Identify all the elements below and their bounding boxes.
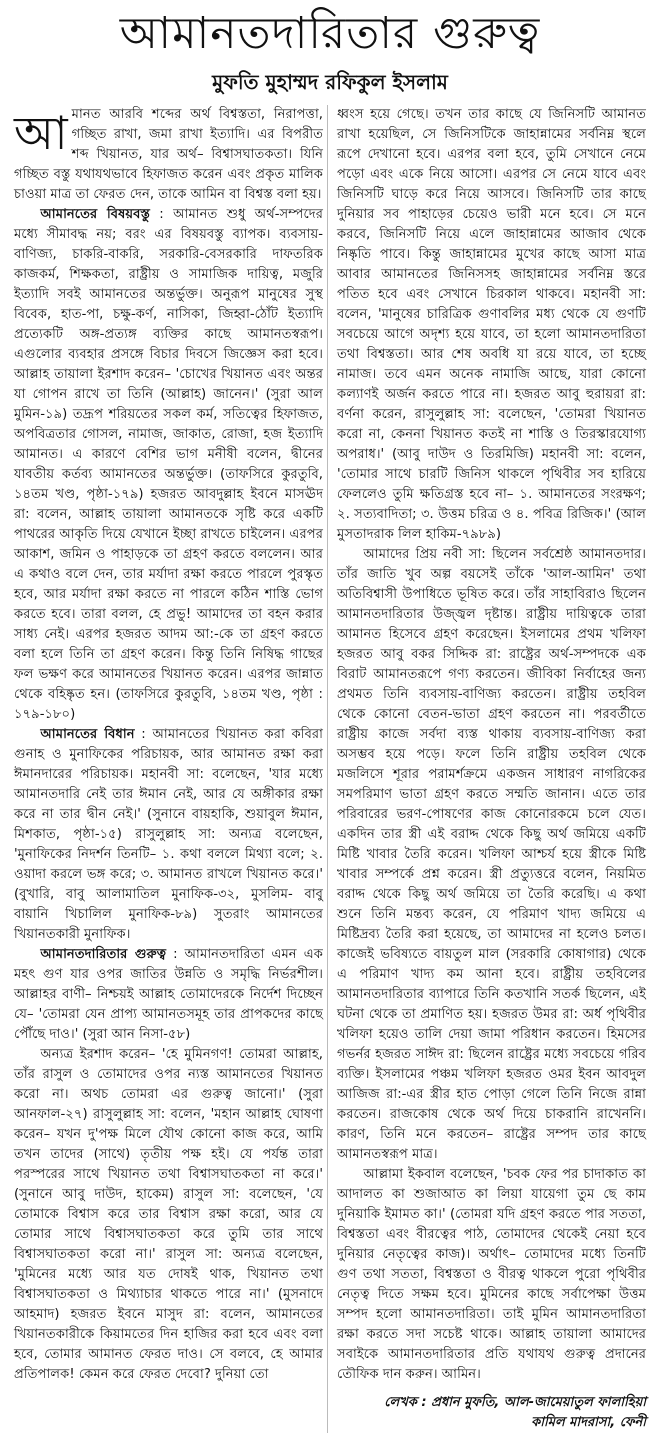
paragraph: আমাদের প্রিয় নবী সা: ছিলেন সর্বশ্রেষ্ঠ আমানতদার। তাঁর জাতি খুব অল্প বয়সেই তাঁকে 'আল-আমিন' তথা অতিবিশ্বাসী উপাধিতে ভূষিত করে। তাঁর সাহাবিরাও ছিলেন আমানতদারিতার উজ্জ্বল দৃষ্টান্ত। রাষ্ট্রীয় দায়িত্বকে তারা আমানত হিসেবে গ্রহণ করেছেন। ইসলামের প্রথম খলিফা হজরত আবু বকর সিদ্দিক রা: রাষ্ট্রের অর্থ-সম্পদকে এক বিরাট আমানতরূপে গণ্য করতেন। জীবিকা নির্বাহের জন্য প্রথমত তিনি ব্যবসায়-বাণিজ্য করতেন। রাষ্ট্রীয় তহবিল থেকে কোনো বেতন-ভাতা গ্রহণ করতেন না। পরবর্তীতে রাষ্ট্রীয় কাজে সর্বদা ব্যস্ত থাকায় ব্যবসায়-বাণিজ্য করা অসম্ভব হয়ে পড়ে। ফলে তিনি রাষ্ট্রীয় তহবিল থেকে মজলিসে শূরার পরামর্শক্রমে একজন সাধারণ নাগরিকের সমপরিমাণ ভাতা গ্রহণ করতে সম্মতি জানান। এতে তার পরিবারের ভরণ-পোষণের কাজ কোনোরকমে চলে যেত। একদিন তার স্ত্রী এই বরাদ্দ থেকে কিছু অর্থ জমিয়ে একটি মিষ্টি খাবার তৈরি করেন। খলিফা আশ্চর্য হয়ে স্ত্রীকে মিষ্টি খাবার সম্পর্কে প্রশ্ন করেন। স্ত্রী প্রত্যুত্তরে বলেন, নিয়মিত বরাদ্দ থেকে কিছু অর্থ জমিয়ে তা তৈরি করেছি। এ কথা শুনে তিনি মন্তব্য করেন, যে পরিমাণ খাদ্য জমিয়ে এ মিষ্টিদ্রব্য তৈরি করা হয়েছে, তা আমাদের না হলেও চলত। কাজেই ভবিষ্যতে বায়তুল মাল (সরকারি কোষাগার) থেকে এ পরিমাণ খাদ্য কম আনা হবে। রাষ্ট্রীয় তহবিলের আমানতদারিতার ব্যাপারে তিনি কতখানি সতর্ক ছিলেন, এই ঘটনা থেকে তা প্রমাণিত হয়। হজরত উমর রা: অর্ধ পৃথিবীর খলিফা হয়েও তালি দেয়া জামা পরিধান করতেন। হিমসের গভর্নর হজরত সাঈদ রা: ছিলেন রাষ্ট্রের মধ্যে সবচেয়ে গরিব ব্যক্তি। ইসলামের পঞ্চম খলিফা হজরত ওমর ইবন আবদুল আজিজ রা:-এর স্ত্রীর হাত পোড়া গেলে তিনি নিজে রান্না করতেন। রাজকোষ থেকে অর্থ দিয়ে চাকরানি রাখেননি। কারণ, তিনি মনে করতেন– রাষ্ট্রের সম্পদ তার কাছে আমানতস্বরূপ মাত্র।	[337, 547, 646, 1163]
author-byline	[337, 1393, 646, 1433]
drop-cap: আ	[14, 106, 68, 161]
paragraph-text: : আমানত শুধু অর্থ-সম্পদের মধ্যে সীমাবদ্ধ নয়; বরং এর বিষয়বস্তু ব্যাপক। ব্যবসায়-বাণিজ্য, চাকরি-বাকরি, সরকারি-বেসরকারি দাফতরিক কাজকর্ম, শিক্ষকতা, রাষ্ট্রীয় ও সামাজিক দায়িত্ব, মজুরি ইত্যাদি সবই আমানতের অন্তর্ভুক্ত। অনুরূপ মানুষের সুস্থ বিবেক, হাত-পা, চক্ষু-কর্ণ, নাসিকা, জিহ্বা-ঠোঁট ইত্যাদি প্রত্যেকটি অঙ্গ-প্রত্যঙ্গ ব্যক্তির কাছে আমানতস্বরূপ। এগুলোর ব্যবহার প্রসঙ্গে বিচার দিবসে জিজ্ঞেস করা হবে। আল্লাহ তায়ালা ইরশাদ করেন– 'চোখের খিয়ানত এবং অন্তর যা গোপন রাখে তা তিনি (আল্লাহ) জানেন।' (সুরা আল মুমিন-১৯) তদ্রূপ শরিয়তের সকল কর্ম, সতিত্বের হিফাজত, অপবিত্রতার গোসল, নামাজ, জাকাত, রোজা, হজ ইত্যাদি আমানত। এ কারণে বেশির ভাগ মনীষী বলেন, দ্বীনের যাবতীয় কর্তব্য আমানতের অন্তর্ভুক্ত। (তাফসিরে কুরতুবি, ১৪তম খণ্ড, পৃষ্ঠা-১৭৯) হজরত আবদুল্লাহ ইবনে মাসঊদ রা: বলেন, আল্লাহ তায়ালা আমানতকে সৃষ্টি করে একটি পাথরের আকৃতি দিয়ে যেখানে ইচ্ছা রাখতে চাইলেন। এরপর আকাশ, জমিন ও পাহাড়কে তা গ্রহণ করতে বললেন। আর এ কথাও বলে দেন, তার মর্যাদা রক্ষা করতে পারলে পুরস্কৃত হবে, আর মর্যাদা রক্ষা করতে না পারলে কঠিন শাস্তি ভোগ করতে হবে। তারা বলল, হে প্রভু! আমাদের তা বহন করার সাধ্য নেই। এরপর হজরত আদম আ:-কে তা গ্রহণ করতে বলা হলে তিনি তা গ্রহণ করেন। কিন্তু তিনি নিষিদ্ধ গাছের ফল ভক্ষণ করে আমানতের খিয়ানত করেন। এরপর জান্নাত থেকে বহিষ্কৃত হন। (তাফসিরে কুরতুবি, ১৪তম খণ্ড, পৃষ্ঠা : ১৭৯-১৮০)	[14, 207, 323, 723]
paragraph-text: : আমানতদারিতা এমন এক মহৎ গুণ যার ওপর জাতির উন্নতি ও সমৃদ্ধি নির্ভরশীল। আল্লাহর বাণী– নিশ্চয়ই আল্লাহ তোমাদেরকে নির্দেশ দিচ্ছেন যে– 'তোমরা যেন প্রাপ্য আমানতসমূহ তার প্রাপকদের কাছে পৌঁছে দাও।' (সুরা আন নিসা-৫৮)	[14, 947, 323, 1043]
article-title: আমানতদারিতার গুরুত্ব	[119, 8, 541, 59]
section-subject-matter	[14, 205, 323, 725]
paragraph: আল্লামা ইকবাল বলেছেন, 'চবক ফের পর চাদাকাত কা আদালত কা শুজাআত কা লিয়া যায়েগা তুম ছে কাম দুনিয়াকি ইমামত কা।' (তোমরা যদি গ্রহণ করতে পার সততা, বিশ্বস্ততা এবং বীরত্বের পাঠ, তোমাদের থেকেই নেয়া হবে দুনিয়ার নেতৃত্বের কাজ)। অর্থাৎ– তোমাদের মধ্যে তিনটি গুণ তথা সততা, বিশ্বস্ততা ও বীরত্ব থাকলে পুরো পৃথিবীর নেতৃত্ব দিতে সক্ষম হবে। মুমিনের কাছে সর্বাপেক্ষা উত্তম সম্পদ হলো আমানতদারিতা। তাই মুমিন আমানতদারিতা রক্ষা করতে সদা সচেষ্ট থাকে। আল্লাহ তায়ালা আমাদের সবাইকে আমানতদারিতার প্রতি যথাযথ গুরুত্ব প্রদানের তৌফিক দান করুন। আমিন।	[337, 1167, 646, 1383]
left-column	[14, 105, 323, 1385]
byline-line1: প্রধান মুফতি, আল-জামেয়াতুল ফালাহিয়া	[431, 1395, 646, 1411]
right-column	[327, 105, 646, 1433]
section-rules	[14, 725, 323, 945]
article-author: মুফতি মুহাম্মদ রফিকুল ইসলাম	[212, 70, 448, 95]
section-importance	[14, 945, 323, 1045]
section-heading: আমানতের বিষয়বস্তু	[40, 207, 150, 223]
byline-line2: কামিল মাদরাসা, ফেনী	[531, 1415, 646, 1431]
paragraph-text: : আমানতের খিয়ানত করা কবিরা গুনাহ ও মুনাফিকের পরিচায়ক, আর আমানত রক্ষা করা ঈমানদারের পরিচায়ক। মহানবী সা: বলেছেন, 'যার মধ্যে আমানতদারি নেই তার ঈমান নেই, আর যে অঙ্গীকার রক্ষা করে না তার দ্বীন নেই।' (সুনানে বায়হাকি, শুয়াবুল ঈমান, মিশকাত, পৃষ্ঠা-১৫) রাসুলুল্লাহ সা: অন্যত্র বলেছেন, 'মুনাফিকের নিদর্শন তিনটি– ১. কথা বললে মিথ্যা বলে; ২. ওয়াদা করলে ভঙ্গ করে; ৩. আমানত রাখলে খিয়ানত করে।' (বুখারি, বাবু আলামাতিল মুনাফিক-৩২, মুসলিম- বাবু বায়ানি খিচালিল মুনাফিক-৮৯) সুতরাং আমানতের খিয়ানতকারী মুনাফিক।	[14, 727, 323, 943]
article-columns	[0, 105, 660, 1433]
byline-label: লেখক :	[384, 1395, 427, 1411]
intro-paragraph	[14, 105, 323, 205]
paragraph: ধ্বংস হয়ে গেছে। তখন তার কাছে যে জিনিসটি আমানত রাখা হয়েছিল, সে জিনিসটিকে জাহান্নামের সর্বনিম্ন স্থলে রূপে দেখানো হবে। এরপর বলা হবে, তুমি সেখানে নেমে পড়ো এবং একে নিয়ে আসো। এরপর সে নেমে যাবে এবং জিনিসটি ঘাড়ে করে নিয়ে আসবে। জিনিসটি তার কাছে দুনিয়ার সব পাহাড়ের চেয়েও ভারী মনে হবে। সে মনে করবে, জিনিসটি নিয়ে এলে জাহান্নামের আজাব থেকে নিষ্কৃতি পাবে। কিন্তু জাহান্নামের মুখের কাছে আসা মাত্র আবার আমানতের জিনিসসহ জাহান্নামের সর্বনিম্ন স্তরে পতিত হবে এবং সেখানে চিরকাল থাকবে। মহানবী সা: বলেন, 'মানুষের চারিত্রিক গুণাবলির মধ্য থেকে যে গুণটি সবচেয়ে আগে অদৃশ্য হয়ে যাবে, তা হলো আমানতদারিতা তথা বিশ্বস্ততা। আর শেষ অবধি যা রয়ে যাবে, তা হচ্ছে নামাজ। তবে এমন অনেক নামাজি আছে, যারা কোনো কল্যাণই অর্জন করতে পারে না। হজরত আবু হুরায়রা রা: বর্ণনা করেন, রাসুলুল্লাহ সা: বলেছেন, 'তোমরা খিয়ানত করো না, কেননা খিয়ানত কতই না শাস্তি ও তিরস্কারযোগ্য অপরাধ।' (আবু দাউদ ও তিরমিজি) মহানবী সা: বলেন, 'তোমার সাথে চারটি জিনিস থাকলে পৃথিবীর সব হারিয়ে ফেললেও তুমি ক্ষতিগ্রস্ত হবে না– ১. আমানতের সংরক্ষণ; ২. সত্যবাদিতা; ৩. উত্তম চরিত্র ও ৪. পবিত্র রিজিক।' (আল মুসতাদরাক লিল হাকিম-৭৯৮৯)	[337, 107, 646, 543]
paragraph-text: মানত আরবি শব্দের অর্থ বিশ্বস্ততা, নিরাপত্তা, গচ্ছিত রাখা, জমা রাখা ইত্যাদি। এর বিপরীত শব্দ খিয়ানত, যার অর্থ– বিশ্বাসঘাতকতা। যিনি গচ্ছিত বস্তু যথাযথভাবে হিফাজত করেন এবং প্রকৃত মালিক চাওয়া মাত্র তা ফেরত দেন, তাকে আমিন বা বিশ্বস্ত বলা হয়।	[14, 107, 323, 203]
paragraph: অন্যত্র ইরশাদ করেন– 'হে মুমিনগণ! তোমরা আল্লাহ, তাঁর রাসুল ও তোমাদের ওপর ন্যস্ত আমানতের খিয়ানত করো না। অথচ তোমরা এর গুরুত্ব জানো।' (সুরা আনফাল-২৭) রাসুলুল্লাহ সা: বলেন, 'মহান আল্লাহ ঘোষণা করেন– যখন দু'পক্ষ মিলে যৌথ কোনো কাজ করে, আমি তখন তাদের (সাথে) তৃতীয় পক্ষ হই। যে পর্যন্ত তারা পরস্পরের সাথে খিয়ানত তথা বিশ্বাসঘাতকতা না করে।' (সুনানে আবু দাউদ, হাকেম) রাসুল সা: বলেছেন, 'যে তোমাকে বিশ্বাস করে তার বিশ্বাস রক্ষা করো, আর যে তোমার সাথে বিশ্বাসঘাতকতা করে তুমি তার সাথে বিশ্বাসঘাতকতা করো না।' রাসুল সা: অন্যত্র বলেছেন, 'মুমিনের মধ্যে আর যত দোষই থাক, খিয়ানত তথা বিশ্বাসঘাতকতা ও মিথ্যাচার থাকতে পারে না।' (মুসনাদে আহমাদ) হজরত ইবনে মাসুদ রা: বলেন, আমানতের খিয়ানতকারীকে কিয়ামতের দিন হাজির করা হবে এবং বলা হবে, তোমার আমানত ফেরত দাও। সে বলবে, হে আমার প্রতিপালক! কেমন করে ফেরত দেবো? দুনিয়া তো	[14, 1047, 323, 1383]
section-heading: আমানতের বিধান	[40, 727, 135, 743]
section-heading: আমানতদারিতার গুরুত্ব	[40, 947, 167, 963]
